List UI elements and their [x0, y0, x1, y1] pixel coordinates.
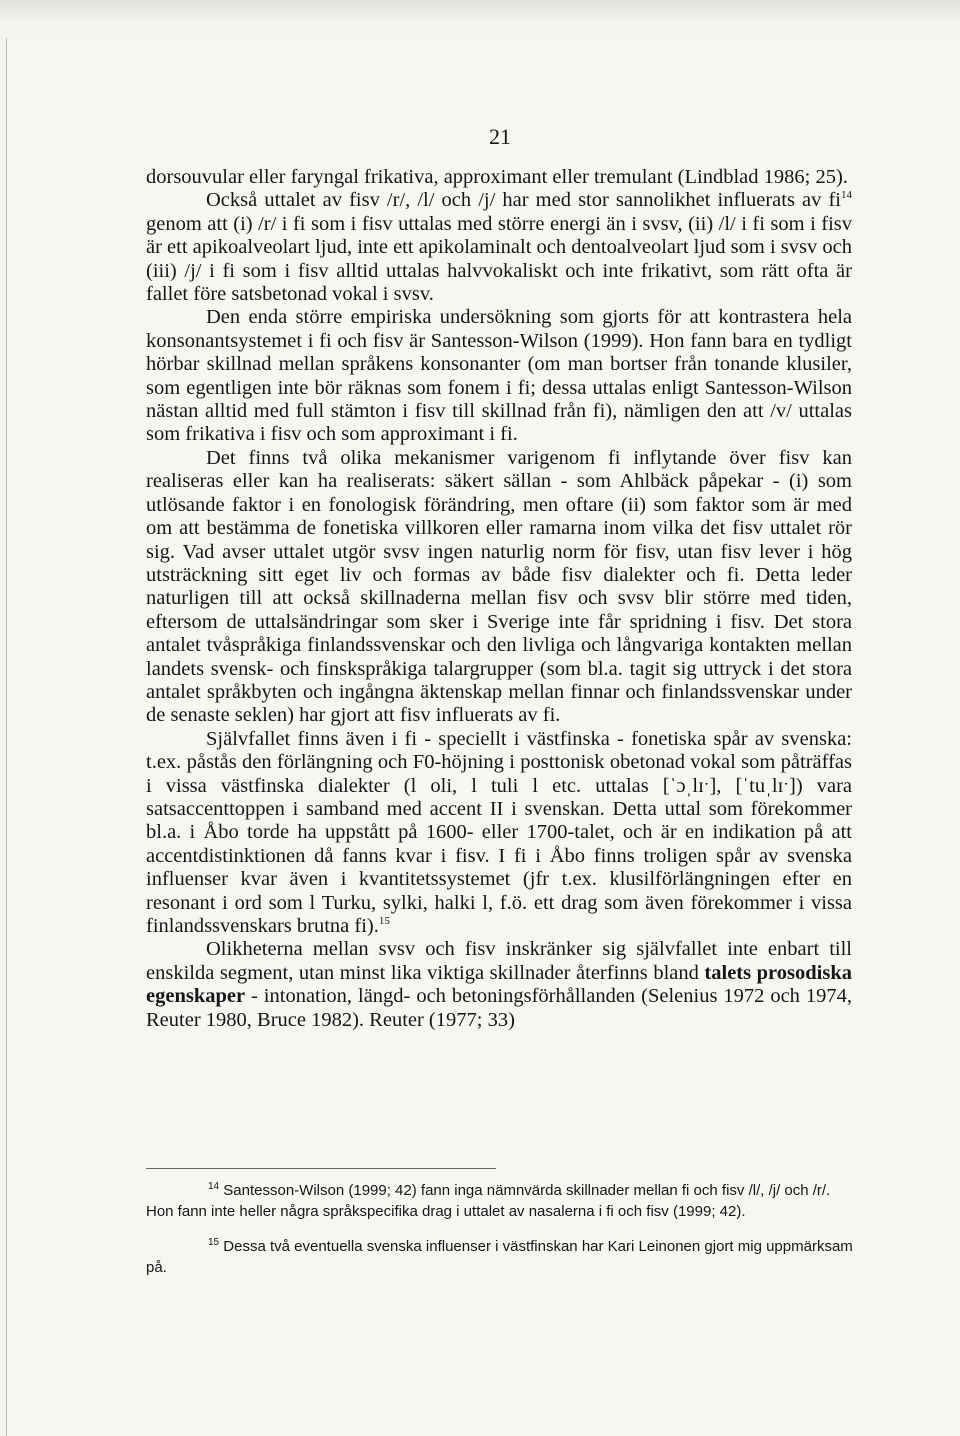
paragraph-2: [146, 189, 852, 306]
footnote-15: [146, 1236, 856, 1278]
paragraph-5-text: Självfallet finns även i fi - speciellt i västfinska - fonetiska spår av svenska: t.ex. påstås den förlängning och F0-höjning i posttonisk obetonad vokal som påträffas i vissa västfinska dialekter (l oli, l tuli l etc. uttalas [ˈɔˌlɪˑ], [ˈtuˌlɪˑ]) vara satsaccenttoppen i samband med accent II i svenskan. Detta uttal som förekommer bl.a. i Åbo torde ha uppstått på 1600- eller 1700-talet, och är en indikation på att accentdistinktionen då fanns kvar i fisv. I fi i Åbo finns troligen spår av svenska influenser kvar även i kvantitetssystemet (jfr t.ex. klusilförlängningen efter en resonant i ord som l Turku, sylki, halki l, f.ö. ett drag som även förekommer i vissa finlandssvenskars brutna fi).: [146, 727, 852, 937]
footnote-14: [146, 1180, 856, 1222]
page-number: 21: [489, 124, 511, 149]
paragraph-4: Det finns två olika mekanismer varigenom fi inflytande över fisv kan realiseras eller kan ha realiserats: säkert sällan - som Ahlbäck påpekar - (i) som utlösande faktor i en fonologisk förändring, men oftare (ii) som faktor som är med om att bestämma de fonetiska villkoren eller ramarna inom vilka det fisv uttalet rör sig. Vad avser uttalet utgör svsv ingen naturlig norm för fisv, utan fisv lever i hög utsträckning sitt eget liv och formas av både fisv dialekter och fi. Detta leder naturligen till att också skillnaderna mellan fisv och svsv blir större med tiden, eftersom de uttalsändringar som sker i Sverige inte får spridning i fisv. Det stora antalet tvåspråkiga finlandssvenskar och den livliga och långvariga kontakten mellan landets svensk- och finskspråkiga talargrupper (som bl.a. tagit sig uttryck i det stora antalet språkbyten och ingångna äktenskap mellan finnar och finlandssvenskar under de senaste seklen) har gjort att fisv influerats av fi.: [146, 446, 852, 727]
footnote-separator: [146, 1168, 496, 1169]
footnote-15-text: Dessa två eventuella svenska influenser i västfinskan har Kari Leinonen gjort mig uppmärksam på.: [146, 1238, 853, 1276]
footnote-marker-14: 14: [208, 1181, 220, 1192]
paragraph-6: [146, 938, 852, 1032]
paragraph-6-text: Olikheterna mellan svsv och fisv inskränker sig självfallet inte enbart till enskilda segment, utan minst lika viktiga skillnader återfinns bland: [146, 938, 852, 984]
footnotes: [146, 1180, 856, 1278]
footnote-ref-15: 15: [378, 915, 390, 928]
footnote-marker-15: 15: [208, 1237, 220, 1248]
paragraph-6-text-cont: - intonation, längd- och betoningsförhållanden (Selenius 1972 och 1974, Reuter 1980, Bruce 1982). Reuter (1977; 33): [146, 985, 852, 1031]
paragraph-5: [146, 728, 852, 939]
bold-term: talets prosodiska egenskaper: [146, 961, 852, 1008]
paragraph-2-text-cont: genom att (i) /r/ i fi som i fisv uttalas med större energi än i svsv, (ii) /l/ i fi som i fisv är ett apikoalveolart ljud, inte ett apikolaminalt och dentoalveolart ljud som i svsv och (iii) /j/ i fi som i fisv alltid uttalas halvvokaliskt och inte frikativt, som rätt ofta är fallet före satsbetonad vokal i svsv.: [146, 212, 852, 306]
scan-top-edge: [0, 0, 960, 20]
footnote-ref-14: 14: [841, 189, 852, 202]
paragraph-1: dorsouvular eller faryngal frikativa, approximant eller tremulant (Lindblad 1986; 25).: [146, 166, 848, 188]
paragraph-2-text: Också uttalet av fisv /r/, /l/ och /j/ har med stor sannolikhet influerats av fi: [206, 189, 841, 212]
paragraph-3: Den enda större empiriska undersökning som gjorts för att kontrastera hela konsonantsystemet i fi och fisv är Santesson-Wilson (1999). Hon fann bara en tydligt hörbar skillnad mellan språkens konsonanter (om man bortser från tonande klusiler, som egentligen inte bör räknas som fonem i fi; dessa uttalas enligt Santesson-Wilson nästan alltid med full stämton i fisv till skillnad från fi), nämligen den att /v/ uttalas som frikativa i fisv och som approximant i fi.: [146, 306, 852, 446]
body-text: [146, 166, 852, 1032]
footnote-14-text: Santesson-Wilson (1999; 42) fann inga nämnvärda skillnader mellan fi och fisv /l/, /j/ och /r/. Hon fann inte heller några språkspecifika drag i uttalet av nasalerna i fi och fisv (1999; 42).: [146, 1182, 831, 1220]
